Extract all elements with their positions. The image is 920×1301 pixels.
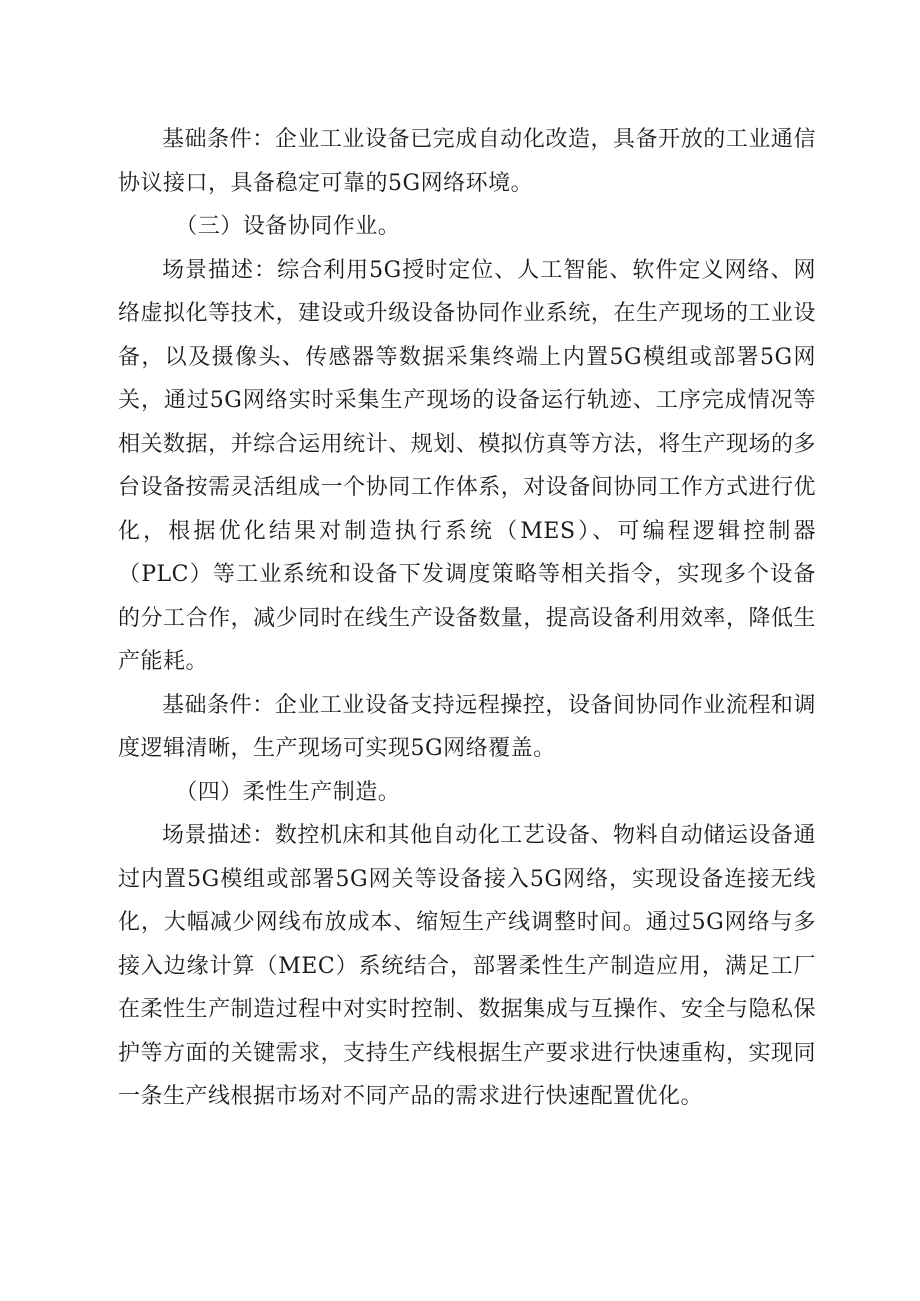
document-body <box>118 118 816 1119</box>
section-heading-3: （三）设备协同作业。 <box>175 214 401 239</box>
paragraph-scenario-description-3: 场景描述：综合利用5G授时定位、人工智能、软件定义网络、网络虚拟化等技术，建设或升级设备协同作业系统，在生产现场的工业设备，以及摄像头、传感器等数据采集终端上内置5G模组或部署5G网关，通过5G网络实时采集生产现场的设备运行轨迹、工序完成情况等相关数据，并综合运用统计、规划、模拟仿真等方法，将生产现场的多台设备按需灵活组成一个协同工作体系，对设备间协同工作方式进行优化，根据优化结果对制造执行系统（MES）、可编程逻辑控制器（PLC）等工业系统和设备下发调度策略等相关指令，实现多个设备的分工合作，减少同时在线生产设备数量，提高设备利用效率，降低生产能耗。 <box>118 257 816 674</box>
paragraph-basic-conditions-1: 基础条件：企业工业设备已完成自动化改造，具备开放的工业通信协议接口，具备稳定可靠的5G网络环境。 <box>118 127 816 196</box>
section-heading-4: （四）柔性生产制造。 <box>175 779 401 805</box>
paragraph-basic-conditions-3: 基础条件：企业工业设备支持远程操控，设备间协同作业流程和调度逻辑清晰，生产现场可实现5G网络覆盖。 <box>118 692 816 761</box>
paragraph-scenario-description-4: 场景描述：数控机床和其他自动化工艺设备、物料自动储运设备通过内置5G模组或部署5G网关等设备接入5G网络，实现设备连接无线化，大幅减少网线布放成本、缩短生产线调整时间。通过5G网络与多接入边缘计算（MEC）系统结合，部署柔性生产制造应用，满足工厂在柔性生产制造过程中对实时控制、数据集成与互操作、安全与隐私保护等方面的关键需求，支持生产线根据生产要求进行快速重构，实现同一条生产线根据市场对不同产品的需求进行快速配置优化。 <box>118 823 816 1109</box>
